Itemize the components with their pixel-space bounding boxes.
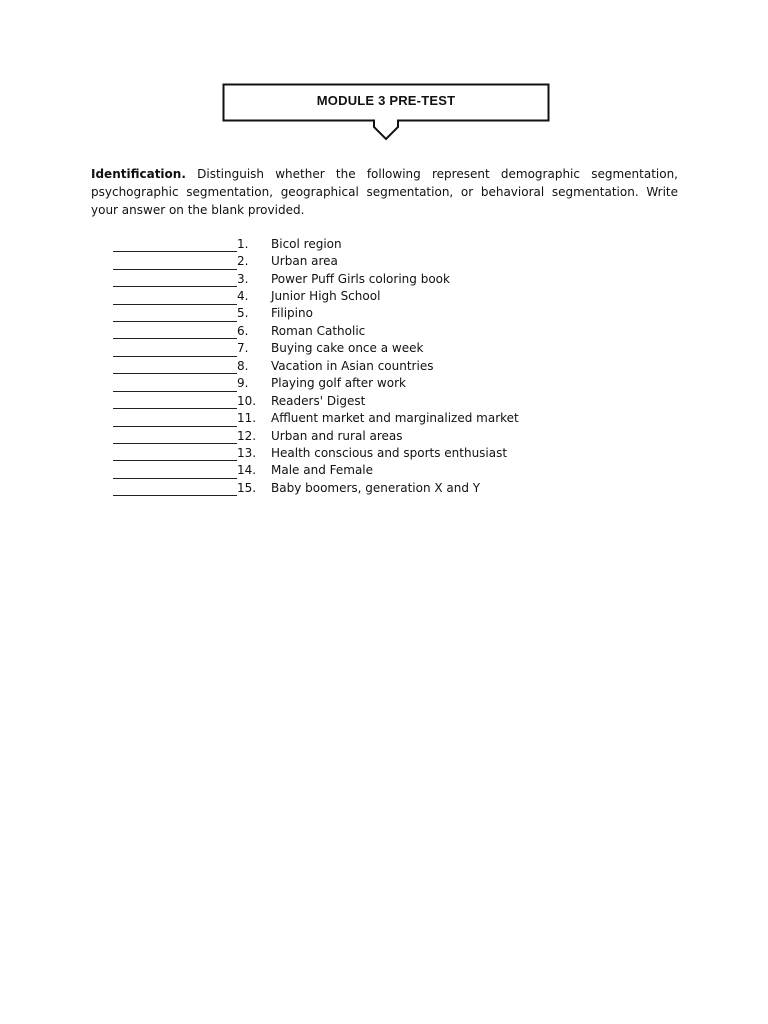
question-text: Junior High School <box>271 289 381 304</box>
question-number: 10. <box>237 393 257 408</box>
question-text: Readers' Digest <box>271 393 366 408</box>
question-item <box>113 340 613 357</box>
question-text: Male and Female <box>271 463 374 478</box>
question-item <box>113 270 613 287</box>
question-number: 15. <box>237 480 257 495</box>
question-number: 1. <box>237 236 249 251</box>
question-item <box>113 322 613 339</box>
question-text: Urban area <box>271 254 338 269</box>
question-text: Baby boomers, generation X and Y <box>271 480 481 495</box>
question-item <box>113 235 613 252</box>
question-item <box>113 392 613 409</box>
question-number: 4. <box>237 289 249 304</box>
question-number: 14. <box>237 463 257 478</box>
answer-blank[interactable] <box>113 274 237 287</box>
question-number: 5. <box>237 306 249 321</box>
callout-arrow-shape <box>222 83 550 141</box>
question-list <box>113 235 613 497</box>
question-text: Buying cake once a week <box>271 341 424 356</box>
question-text: Filipino <box>271 306 313 321</box>
question-number: 3. <box>237 271 249 286</box>
question-number: 11. <box>237 411 257 426</box>
question-text: Bicol region <box>271 236 342 251</box>
question-text: Roman Catholic <box>271 323 366 338</box>
answer-blank[interactable] <box>113 309 237 322</box>
answer-blank[interactable] <box>113 326 237 339</box>
answer-blank[interactable] <box>113 431 237 444</box>
instructions-text: Distinguish whether the following represent demographic segmentation, psychographic segmentation, geographical segmentation, or behavioral segmentation. Write your answer on the blank provided. <box>91 167 678 217</box>
question-number: 6. <box>237 323 249 338</box>
page-title: MODULE 3 PRE-TEST <box>316 93 456 108</box>
question-item <box>113 444 613 461</box>
question-item <box>113 479 613 496</box>
question-item <box>113 357 613 374</box>
answer-blank[interactable] <box>113 344 237 357</box>
answer-blank[interactable] <box>113 239 237 252</box>
question-text: Affluent market and marginalized market <box>271 411 519 426</box>
question-item <box>113 252 613 269</box>
answer-blank[interactable] <box>113 466 237 479</box>
answer-blank[interactable] <box>113 292 237 305</box>
question-text: Vacation in Asian countries <box>271 358 434 373</box>
question-number: 7. <box>237 341 249 356</box>
question-number: 2. <box>237 254 249 269</box>
question-number: 8. <box>237 358 249 373</box>
answer-blank[interactable] <box>113 448 237 461</box>
answer-blank[interactable] <box>113 396 237 409</box>
answer-blank[interactable] <box>113 414 237 427</box>
answer-blank[interactable] <box>113 379 237 392</box>
answer-blank[interactable] <box>113 483 237 496</box>
instructions-paragraph <box>91 165 678 219</box>
question-item <box>113 305 613 322</box>
question-item <box>113 462 613 479</box>
question-text: Power Puff Girls coloring book <box>271 271 450 286</box>
answer-blank[interactable] <box>113 361 237 374</box>
question-item <box>113 375 613 392</box>
question-item <box>113 287 613 304</box>
question-number: 12. <box>237 428 257 443</box>
answer-blank[interactable] <box>113 257 237 270</box>
question-text: Health conscious and sports enthusiast <box>271 445 508 460</box>
question-text: Urban and rural areas <box>271 428 403 443</box>
instructions-lead: Identification. <box>91 167 186 181</box>
question-number: 9. <box>237 376 249 391</box>
question-number: 13. <box>237 445 257 460</box>
question-text: Playing golf after work <box>271 376 406 391</box>
question-item <box>113 409 613 426</box>
title-callout <box>222 83 550 141</box>
question-item <box>113 427 613 444</box>
